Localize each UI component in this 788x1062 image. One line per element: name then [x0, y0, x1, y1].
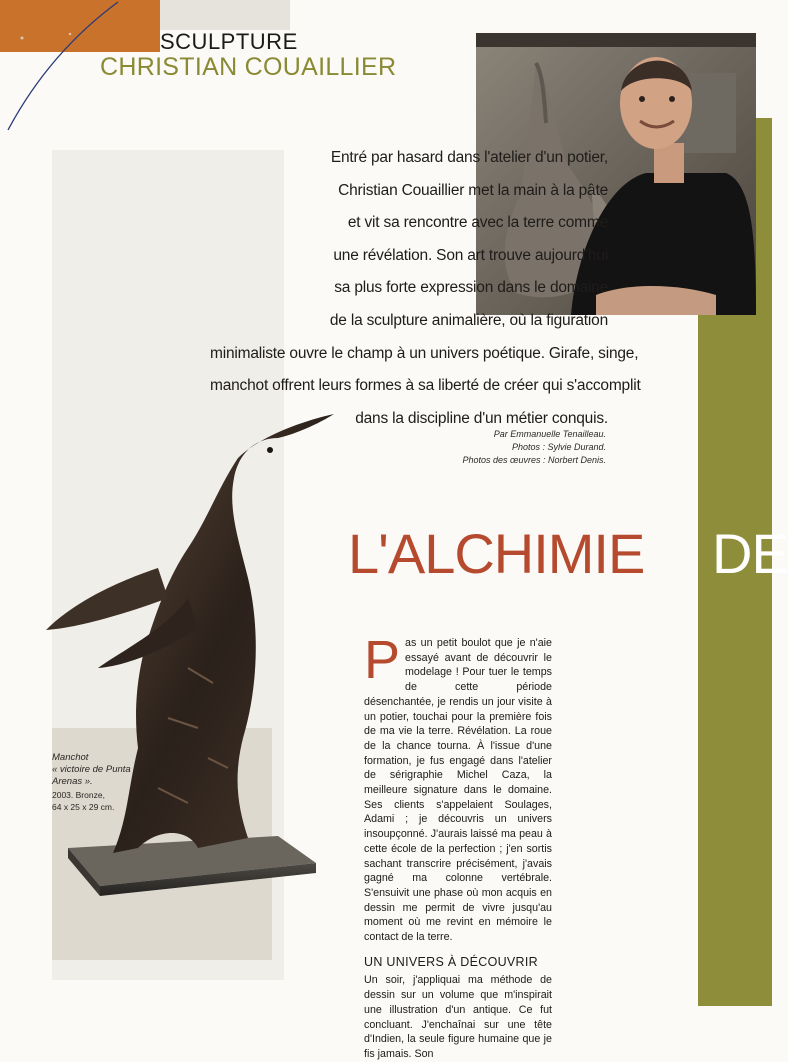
author-credit: Par Emmanuelle Tenailleau.	[493, 429, 606, 439]
header-grey-strip	[160, 0, 290, 30]
intro-line: dans la discipline d'un métier conquis.	[355, 409, 608, 427]
intro-line: Entré par hasard dans l'atelier d'un potier,	[330, 149, 608, 166]
intro-line: une révélation. Son art trouve aujourd'hui	[333, 246, 608, 264]
caption-subtitle: « victoire de Punta Arenas ».	[52, 764, 131, 787]
article-body	[364, 630, 552, 1062]
intro-line: minimaliste ouvre le champ à un univers poétique. Girafe, singe,	[210, 344, 639, 362]
artist-name: CHRISTIAN COUAILLIER	[100, 53, 397, 81]
intro-line: sa plus forte expression dans le domaine	[334, 279, 608, 297]
article-paragraph: as un petit boulot que je n'aie essayé avant de découvrir le modelage ! Pour tuer le temps de cette période désenchantée, je rendis un jour visite à un potier, touchai pour la première fois de ma vie la terre. Révélation. La roue de la chance tourna. À l'issue d'une formation, je fus engagé dans l'atelier de sérigraphie Michel Caza, la meilleure signature dans le domaine. Ses clients s'appelaient Soulages, Adami ; je découvris un univers insoupçonné. J'aurais laissé ma peau à cette école de la perfection ; j'en sortis sachant transcrire précisément, j'avais gagné ma colonne vertébrale. S'ensuivit une phase où mon acquis en dessin me permit de vivre jusqu'au moment où me revint en mémoire le contact de la terre.	[364, 637, 552, 944]
intro-line: Christian Couaillier met la main à la pâte	[338, 181, 608, 199]
intro-line: manchot offrent leurs formes à sa liberté de créer qui s'accomplit	[210, 377, 641, 395]
article-subheading: UN UNIVERS À DÉCOUVRIR	[364, 954, 538, 969]
drop-cap: P	[364, 630, 401, 690]
section-kicker: SCULPTURE	[160, 29, 298, 54]
photographer-credit: Photos : Sylvie Durand.	[511, 442, 606, 452]
article-headline-continued: DE	[712, 522, 788, 585]
caption-details: 2003. Bronze,	[52, 790, 105, 800]
penguin-sculpture-image	[38, 408, 338, 898]
caption-title: Manchot	[52, 752, 89, 763]
intro-line: et vit sa rencontre avec la terre comme	[347, 214, 608, 232]
article-paragraph: Un soir, j'appliquai ma méthode de dessin sur un volume que m'inspirait une illustration d'un antique. Ce fut concluant. J'enchaînai sur une tête d'Indien, la seule figure humaine que je fis jamais. Son	[364, 974, 552, 1060]
sculpture-caption	[52, 752, 162, 813]
caption-dimensions: 64 x 25 x 29 cm.	[52, 802, 115, 812]
intro-line: de la sculpture animalière, où la figuration	[329, 311, 608, 329]
intro-text	[210, 142, 641, 435]
photo-credits	[380, 428, 606, 467]
article-headline: L'ALCHIMIE	[348, 522, 645, 585]
works-photographer-credit: Photos des œuvres : Norbert Denis.	[462, 455, 606, 465]
